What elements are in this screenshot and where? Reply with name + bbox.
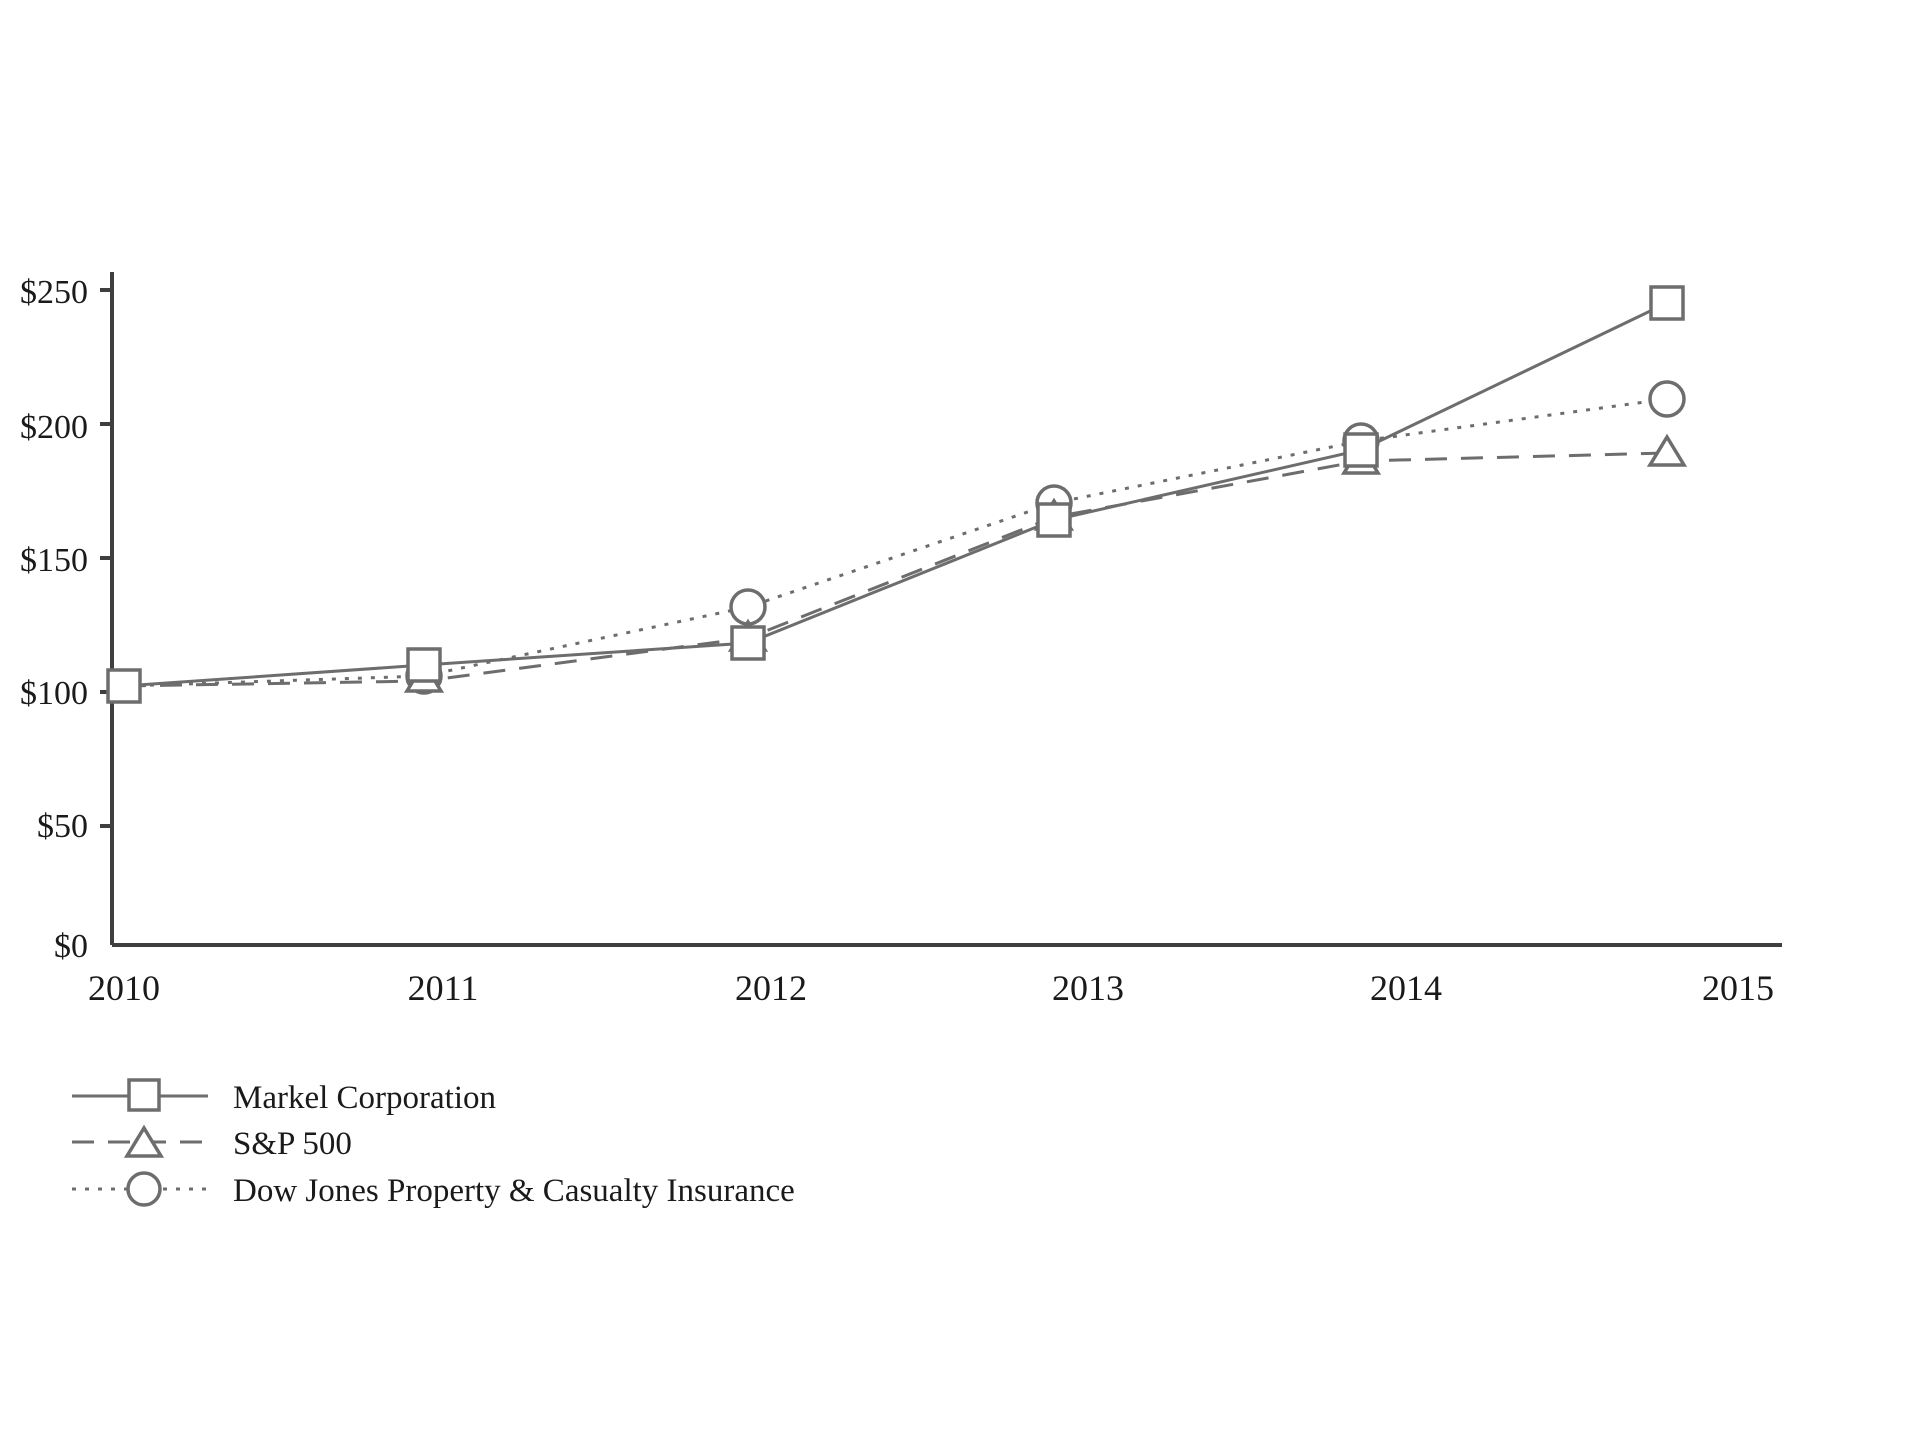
x-tick-label-2012: 2012 xyxy=(735,968,807,1008)
legend-item-markel-corporation xyxy=(72,1080,496,1116)
x-tick-label-2013: 2013 xyxy=(1052,968,1124,1008)
legend-item-sp-500 xyxy=(72,1126,352,1162)
legend-label-markel-corporation: Markel Corporation xyxy=(233,1080,497,1116)
data-point-markel-2012 xyxy=(732,627,764,659)
data-point-markel-2010 xyxy=(108,670,140,702)
y-tick-label-250: $250 xyxy=(20,274,88,311)
legend-label-dow-jones-property-casualty-insurance: Dow Jones Property & Casualty Insurance xyxy=(233,1173,795,1209)
series-line-dow-jones-property-casualty-insurance xyxy=(124,399,1667,686)
y-tick-label-100: $100 xyxy=(20,675,88,712)
x-tick-label-2015: 2015 xyxy=(1702,968,1774,1008)
legend-marker-square xyxy=(129,1080,159,1110)
data-point-markel-2014 xyxy=(1345,434,1377,466)
legend-marker-circle xyxy=(128,1173,160,1205)
legend-label-sp-500: S&P 500 xyxy=(233,1126,352,1162)
series-line-sp-500 xyxy=(124,453,1667,686)
series-line-markel-corporation xyxy=(124,303,1667,686)
data-point-markel-2011 xyxy=(408,649,440,681)
x-tick-label-2011: 2011 xyxy=(407,968,479,1008)
y-tick-label-0: $0 xyxy=(54,928,88,965)
x-tick-label-2014: 2014 xyxy=(1370,968,1442,1008)
y-tick-label-200: $200 xyxy=(20,409,88,446)
x-tick-label-2010: 2010 xyxy=(88,968,160,1008)
data-point-sp500-2015 xyxy=(1650,437,1684,465)
data-point-dow-jones-2015 xyxy=(1650,382,1684,416)
data-point-markel-2015 xyxy=(1651,287,1683,319)
y-tick-label-50: $50 xyxy=(37,808,88,845)
y-tick-label-150: $150 xyxy=(20,542,88,579)
data-point-markel-2013 xyxy=(1038,504,1070,536)
legend-item-dow-jones xyxy=(72,1173,795,1209)
legend xyxy=(72,1080,795,1209)
